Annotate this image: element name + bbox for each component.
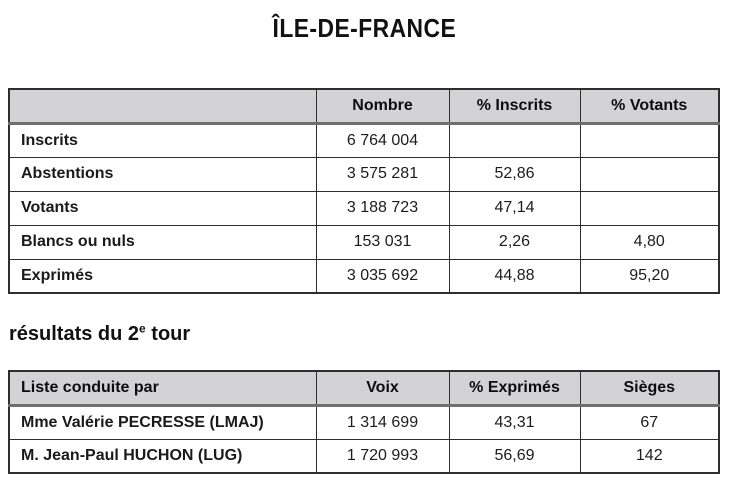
header-pct-inscrits: % Inscrits xyxy=(449,89,580,123)
results-heading-superscript: e xyxy=(139,321,146,336)
table-row xyxy=(9,123,719,157)
cell-sieges: 67 xyxy=(580,405,719,439)
cell-pct-exprimes: 56,69 xyxy=(449,439,580,473)
table-row xyxy=(9,191,719,225)
table-row xyxy=(9,405,719,439)
cell-voix: 1 314 699 xyxy=(316,405,449,439)
cell-pct-inscrits: 47,14 xyxy=(449,191,580,225)
results-header-row xyxy=(9,371,719,405)
cell-pct-inscrits: 2,26 xyxy=(449,225,580,259)
cell-nombre: 6 764 004 xyxy=(316,123,449,157)
table-row xyxy=(9,225,719,259)
cell-pct-votants xyxy=(580,157,719,191)
table-row xyxy=(9,157,719,191)
cell-pct-inscrits xyxy=(449,123,580,157)
table-row xyxy=(9,439,719,473)
header-pct-exprimes: % Exprimés xyxy=(449,371,580,405)
row-label: Abstentions xyxy=(9,157,316,191)
row-label: Votants xyxy=(9,191,316,225)
cell-nombre: 3 188 723 xyxy=(316,191,449,225)
results-heading-suffix: tour xyxy=(145,323,191,345)
table-row xyxy=(9,259,719,293)
header-pct-votants: % Votants xyxy=(580,89,719,123)
row-label: Inscrits xyxy=(9,123,316,157)
row-label-candidate: M. Jean-Paul HUCHON (LUG) xyxy=(9,439,316,473)
cell-pct-votants xyxy=(580,123,719,157)
page-title-text: ÎLE-DE-FRANCE xyxy=(272,13,457,43)
cell-pct-inscrits: 52,86 xyxy=(449,157,580,191)
cell-pct-exprimes: 43,31 xyxy=(449,405,580,439)
header-voix: Voix xyxy=(316,371,449,405)
header-sieges: Sièges xyxy=(580,371,719,405)
row-label-candidate: Mme Valérie PECRESSE (LMAJ) xyxy=(9,405,316,439)
cell-nombre: 3 575 281 xyxy=(316,157,449,191)
cell-pct-votants: 4,80 xyxy=(580,225,719,259)
page-title xyxy=(0,0,729,44)
participation-header-row xyxy=(9,89,719,123)
cell-pct-votants: 95,20 xyxy=(580,259,719,293)
row-label: Exprimés xyxy=(9,259,316,293)
header-empty xyxy=(9,89,316,123)
header-liste-conduite-par: Liste conduite par xyxy=(9,371,316,405)
cell-nombre: 153 031 xyxy=(316,225,449,259)
results-heading-prefix: résultats du 2 xyxy=(9,323,140,345)
cell-pct-inscrits: 44,88 xyxy=(449,259,580,293)
results-heading xyxy=(9,323,729,346)
header-nombre: Nombre xyxy=(316,89,449,123)
cell-pct-votants xyxy=(580,191,719,225)
cell-sieges: 142 xyxy=(580,439,719,473)
results-table xyxy=(8,370,720,474)
row-label: Blancs ou nuls xyxy=(9,225,316,259)
participation-table xyxy=(8,88,720,294)
cell-voix: 1 720 993 xyxy=(316,439,449,473)
cell-nombre: 3 035 692 xyxy=(316,259,449,293)
